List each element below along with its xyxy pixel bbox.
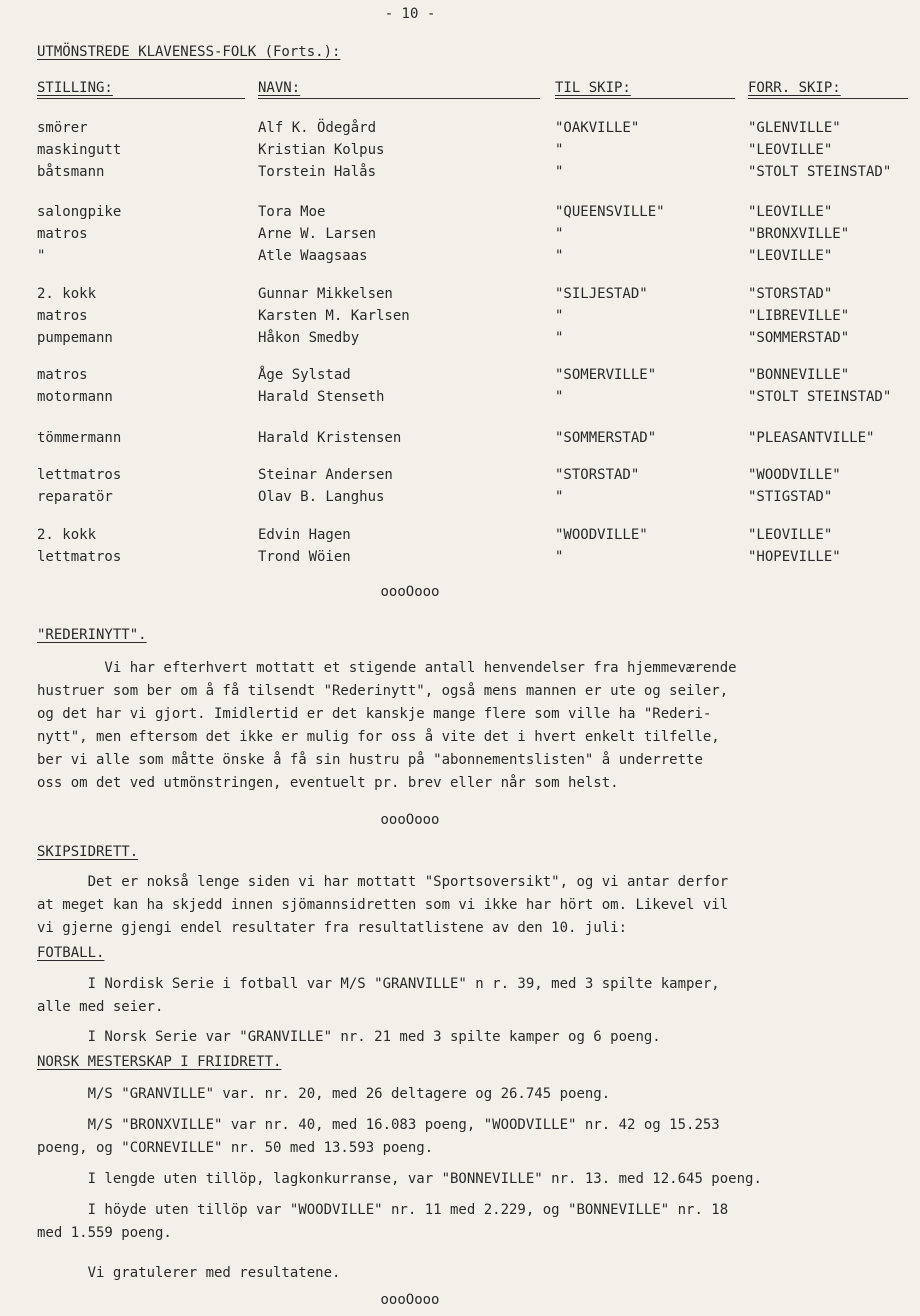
cell-til-skip: "OAKVILLE" — [555, 120, 640, 136]
rederinytt-line: ber vi alle som måtte önske å få sin hustru på "abonnementslisten" å underrette — [37, 752, 703, 768]
cell-stilling: matros — [37, 226, 88, 242]
cell-forr-skip: "LEOVILLE" — [748, 204, 833, 220]
cell-navn: Edvin Hagen — [258, 527, 351, 543]
cell-til-skip: " — [555, 226, 564, 242]
cell-stilling: lettmatros — [37, 549, 122, 565]
cell-navn: Steinar Andersen — [258, 467, 393, 483]
col-header-navn: NAVN: — [258, 80, 301, 96]
cell-navn: Arne W. Larsen — [258, 226, 377, 242]
cell-til-skip: " — [555, 164, 564, 180]
cell-til-skip: "STORSTAD" — [555, 467, 640, 483]
cell-forr-skip: "HOPEVILLE" — [748, 549, 841, 565]
cell-navn: Torstein Halås — [258, 164, 377, 180]
cell-stilling: smörer — [37, 120, 88, 136]
rederinytt-line: hustruer som ber om å få tilsendt "Rederinytt", også mens mannen er ute og seiler, — [37, 683, 729, 699]
cell-forr-skip: "STOLT STEINSTAD" — [748, 164, 892, 180]
cell-til-skip: " — [555, 308, 564, 324]
cell-forr-skip: "LEOVILLE" — [748, 527, 833, 543]
cell-navn: Atle Waagsaas — [258, 248, 368, 264]
friidrett-line: M/S "GRANVILLE" var. nr. 20, med 26 deltagere og 26.745 poeng. — [37, 1086, 611, 1102]
header-rule — [258, 98, 540, 99]
cell-stilling: matros — [37, 367, 88, 383]
cell-til-skip: "WOODVILLE" — [555, 527, 648, 543]
friidrett-line: I lengde uten tillöp, lagkonkurranse, var "BONNEVILLE" nr. 13. med 12.645 poeng. — [37, 1171, 762, 1187]
col-header-til-skip: TIL SKIP: — [555, 80, 631, 96]
skipsidrett-heading: SKIPSIDRETT. — [37, 844, 139, 860]
cell-til-skip: "QUEENSVILLE" — [555, 204, 665, 220]
friidrett-line: M/S "BRONXVILLE" var nr. 40, med 16.083 poeng, "WOODVILLE" nr. 42 og 15.253 — [37, 1117, 720, 1133]
separator: oooOooo — [380, 812, 440, 828]
cell-forr-skip: "LIBREVILLE" — [748, 308, 850, 324]
cell-til-skip: " — [555, 489, 564, 505]
cell-til-skip: "SOMERVILLE" — [555, 367, 657, 383]
section-title: UTMÖNSTREDE KLAVENESS-FOLK (Forts.): — [37, 44, 341, 60]
cell-stilling: pumpemann — [37, 330, 113, 346]
cell-til-skip: " — [555, 389, 564, 405]
cell-forr-skip: "GLENVILLE" — [748, 120, 841, 136]
separator: oooOooo — [380, 584, 440, 600]
header-rule — [748, 98, 908, 99]
cell-til-skip: " — [555, 549, 564, 565]
cell-forr-skip: "LEOVILLE" — [748, 142, 833, 158]
cell-forr-skip: "WOODVILLE" — [748, 467, 841, 483]
cell-stilling: motormann — [37, 389, 113, 405]
cell-forr-skip: "BRONXVILLE" — [748, 226, 850, 242]
rederinytt-line: Vi har efterhvert mottatt et stigende antall henvendelser fra hjemmeværende — [37, 660, 737, 676]
cell-til-skip: "SOMMERSTAD" — [555, 430, 657, 446]
cell-navn: Tora Moe — [258, 204, 326, 220]
cell-stilling: 2. kokk — [37, 527, 97, 543]
cell-navn: Karsten M. Karlsen — [258, 308, 410, 324]
page-number: - 10 - — [384, 6, 436, 22]
cell-stilling: båtsmann — [37, 164, 105, 180]
fotball-line: alle med seier. — [37, 999, 164, 1015]
col-header-stilling: STILLING: — [37, 80, 113, 96]
skipsidrett-line: Det er nokså lenge siden vi har mottatt "Sportsoversikt", og vi antar derfor — [37, 874, 729, 890]
cell-navn: Kristian Kolpus — [258, 142, 385, 158]
header-rule — [37, 98, 245, 99]
skipsidrett-line: at meget kan ha skjedd innen sjömannsidretten som vi ikke har hört om. Likevel vil — [37, 897, 729, 913]
cell-stilling: tömmermann — [37, 430, 122, 446]
fotball-line: I Norsk Serie var "GRANVILLE" nr. 21 med 3 spilte kamper og 6 poeng. — [37, 1029, 661, 1045]
friidrett-heading: NORSK MESTERSKAP I FRIIDRETT. — [37, 1054, 282, 1070]
closing-line: Vi gratulerer med resultatene. — [37, 1265, 341, 1281]
cell-navn: Alf K. Ödegård — [258, 120, 377, 136]
cell-til-skip: " — [555, 142, 564, 158]
header-rule — [555, 98, 735, 99]
cell-stilling: " — [37, 248, 46, 264]
cell-navn: Trond Wöien — [258, 549, 351, 565]
cell-stilling: salongpike — [37, 204, 122, 220]
cell-navn: Gunnar Mikkelsen — [258, 286, 393, 302]
cell-navn: Åge Sylstad — [258, 367, 351, 383]
rederinytt-line: oss om det ved utmönstringen, eventuelt pr. brev eller når som helst. — [37, 775, 619, 791]
cell-navn: Harald Stenseth — [258, 389, 385, 405]
cell-stilling: maskingutt — [37, 142, 122, 158]
friidrett-line: poeng, og "CORNEVILLE" nr. 50 med 13.593 poeng. — [37, 1140, 434, 1156]
cell-navn: Harald Kristensen — [258, 430, 402, 446]
cell-forr-skip: "STIGSTAD" — [748, 489, 833, 505]
friidrett-line: I höyde uten tillöp var "WOODVILLE" nr. 11 med 2.229, og "BONNEVILLE" nr. 18 — [37, 1202, 729, 1218]
friidrett-line: med 1.559 poeng. — [37, 1225, 172, 1241]
cell-stilling: matros — [37, 308, 88, 324]
cell-til-skip: " — [555, 330, 564, 346]
rederinytt-heading: "REDERINYTT". — [37, 627, 147, 643]
cell-stilling: 2. kokk — [37, 286, 97, 302]
cell-forr-skip: "LEOVILLE" — [748, 248, 833, 264]
fotball-heading: FOTBALL. — [37, 945, 105, 961]
cell-forr-skip: "PLEASANTVILLE" — [748, 430, 875, 446]
cell-stilling: lettmatros — [37, 467, 122, 483]
cell-forr-skip: "STOLT STEINSTAD" — [748, 389, 892, 405]
separator: oooOooo — [380, 1292, 440, 1308]
col-header-forr-skip: FORR. SKIP: — [748, 80, 841, 96]
skipsidrett-line: vi gjerne gjengi endel resultater fra resultatlistene av den 10. juli: — [37, 920, 628, 936]
cell-navn: Håkon Smedby — [258, 330, 360, 346]
cell-forr-skip: "SOMMERSTAD" — [748, 330, 850, 346]
fotball-line: I Nordisk Serie i fotball var M/S "GRANVILLE" n r. 39, med 3 spilte kamper, — [37, 976, 720, 992]
cell-stilling: reparatör — [37, 489, 113, 505]
cell-til-skip: "SILJESTAD" — [555, 286, 648, 302]
rederinytt-line: og det har vi gjort. Imidlertid er det kanskje mange flere som ville ha "Rederi- — [37, 706, 712, 722]
rederinytt-line: nytt", men eftersom det ikke er mulig for oss å vite det i hvert enkelt tilfelle, — [37, 729, 720, 745]
cell-til-skip: " — [555, 248, 564, 264]
cell-navn: Olav B. Langhus — [258, 489, 385, 505]
cell-forr-skip: "STORSTAD" — [748, 286, 833, 302]
cell-forr-skip: "BONNEVILLE" — [748, 367, 850, 383]
